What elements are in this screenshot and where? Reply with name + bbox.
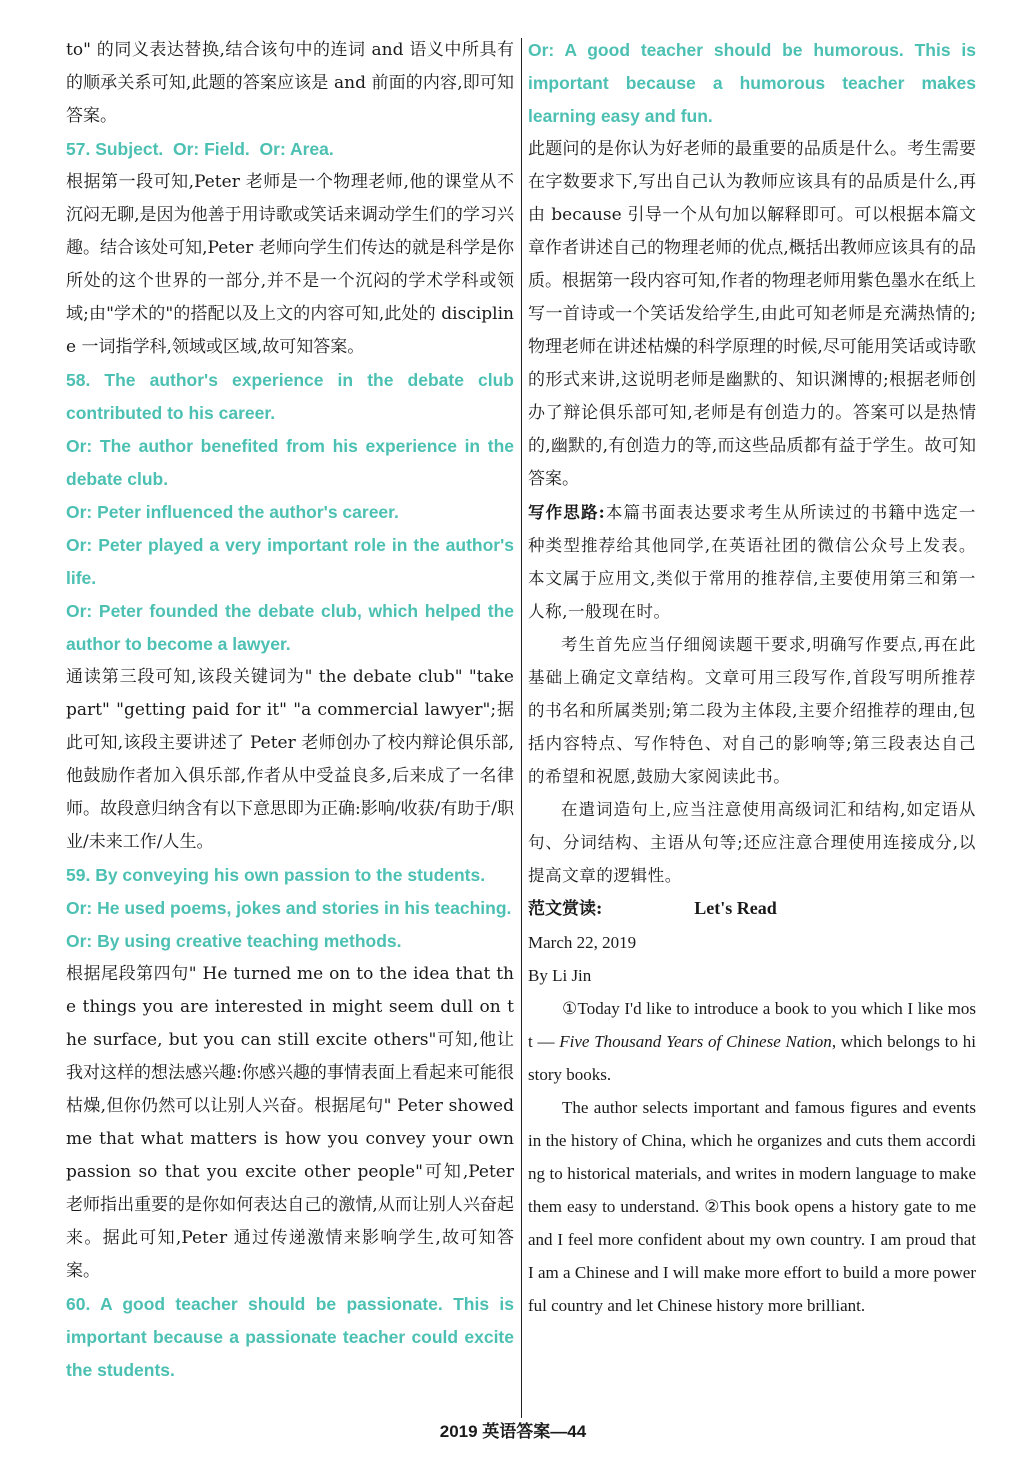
writing-approach-paragraph-2: 考生首先应当仔细阅读题干要求,明确写作要点,再在此基础上确定文章结构。文章可用三段写作,首段写明所推荐的书名和所属类别;第二段为主体段,主要介绍推荐的理由,包括内容特点、写作特色、对自己的影响等;第三段表达自己的希望和祝愿,鼓励大家阅读此书。 <box>528 635 976 786</box>
book-title: Five Thousand Years of Chinese Nation <box>559 1032 832 1051</box>
column-divider <box>521 38 522 1418</box>
answer-60-alt: Or: A good teacher should be humorous. This is important because a humorous teacher makes learning easy and fun. <box>528 40 976 126</box>
essay-p1-start: ①Today I'd like to introduce a book to you which I like most — <box>528 999 976 1051</box>
answer-60: 60. A good teacher should be passionate. This is important because a passionate teacher could excite the students. <box>66 1294 514 1380</box>
essay-date: March 22, 2019 <box>528 933 637 952</box>
essay-byline: By Li Jin <box>528 966 592 985</box>
essay-p1-end: , which belongs to history books. <box>528 1032 976 1084</box>
writing-approach-paragraph-3: 在遣词造句上,应当注意使用高级词汇和结构,如定语从句、分词结构、主语从句等;还应注意合理使用连接成分,以提高文章的逻辑性。 <box>528 800 976 885</box>
answer-58-alt-4: Or: Peter founded the debate club, which helped the author to become a lawyer. <box>66 601 514 654</box>
writing-approach-label: 写作思路: <box>528 503 606 522</box>
explanation-60: 此题问的是你认为好老师的最重要的品质是什么。考生需要在字数要求下,写出自己认为教师应该具有的品质是什么,再由 because 引导一个从句加以解释即可。可以根据本篇文章作者讲述自己的物理老师的优点,概括出教师应该具有的品质。根据第一段内容可知,作者的物理老师用紫色墨水在纸上写一首诗或一个笑话发给学生,由此可知老师是充满热情的;物理老师在讲述枯燥的科学原理的时候,尽可能用笑话或诗歌的形式来讲,这说明老师是幽默的、知识渊博的;根据老师创办了辩论俱乐部可知,老师是有创造力的。答案可以是热情的,幽默的,有创造力的等,而这些品质都有益于学生。故可知答案。 <box>528 139 976 489</box>
essay-paragraph-1 <box>528 992 976 1091</box>
paragraph-continuation: to" 的同义表达替换,结合该句中的连词 and 语义中所具有的顺承关系可知,此题的答案应该是 and 前面的内容,即可知答案。 <box>66 40 514 126</box>
essay-paragraph-2: The author selects important and famous figures and events in the history of China, which he organizes and cuts them according to historical materials, and writes in modern language to make them easy to understand. ②This book opens a history gate to me and I feel more confident about my own country. I am proud that I am a Chinese and I will make more effort to build a more powerful country and let Chinese history more brilliant. <box>528 1098 976 1315</box>
answer-57: 57. Subject. Or: Field. Or: Area. <box>66 139 334 159</box>
answer-58-alt-1: Or: The author benefited from his experience in the debate club. <box>66 436 514 489</box>
sample-essay-label: 范文赏读: <box>528 899 603 919</box>
sample-essay-heading <box>528 892 976 926</box>
right-column <box>528 34 976 1322</box>
explanation-57: 根据第一段可知,Peter 老师是一个物理老师,他的课堂从不沉闷无聊,是因为他善于用诗歌或笑话来调动学生们的学习兴趣。结合该处可知,Peter 老师向学生们传达的就是科学是你所处的这个世界的一部分,并不是一个沉闷的学术学科或领域;由"学术的"的搭配以及上文的内容可知,此处的 discipline 一词指学科,领域或区域,故可知答案。 <box>66 172 514 357</box>
writing-approach-text: 本篇书面表达要求考生从所读过的书籍中选定一种类型推荐给其他同学,在英语社团的微信公众号上发表。本文属于应用文,类似于常用的推荐信,主要使用第三和第一人称,一般现在时。 <box>528 503 977 621</box>
writing-approach-paragraph-1 <box>528 496 976 628</box>
answer-59: 59. By conveying his own passion to the students. <box>66 865 486 885</box>
answer-58-alt-2: Or: Peter influenced the author's career. <box>66 502 399 522</box>
answer-58-alt-3: Or: Peter played a very important role in the author's life. <box>66 535 514 588</box>
page-footer: 2019 英语答案—44 <box>439 1422 587 1441</box>
explanation-59: 根据尾段第四句" He turned me on to the idea that the things you are interested in might seem dull on the surface, but you can still excite others"可知,他让我对这样的想法感兴趣:你感兴趣的事情表面上看起来可能很枯燥,但你仍然可以让别人兴奋。根据尾句" Peter showed me that what matters is how you convey your own passion so that you excite other people"可知,Peter 老师指出重要的是你如何表达自己的激情,从而让别人兴奋起来。据此可知,Peter 通过传递激情来影响学生,故可知答案。 <box>66 964 514 1281</box>
answer-59-alt-1: Or: He used poems, jokes and stories in his teaching. <box>66 898 512 918</box>
answer-59-alt-2: Or: By using creative teaching methods. <box>66 931 402 951</box>
answer-58: 58. The author's experience in the debate club contributed to his career. <box>66 370 514 423</box>
explanation-58: 通读第三段可知,该段关键词为" the debate club" "take part" "getting paid for it" "a commercial lawyer";据此可知,该段主要讲述了 Peter 老师创办了校内辩论俱乐部,他鼓励作者加入俱乐部,作者从中受益良多,后来成了一名律师。故段意归纳含有以下意思即为正确:影响/收获/有助于/职业/未来工作/人生。 <box>66 667 514 852</box>
sample-essay-title: Let's Read <box>694 898 777 918</box>
left-column <box>66 34 514 1387</box>
